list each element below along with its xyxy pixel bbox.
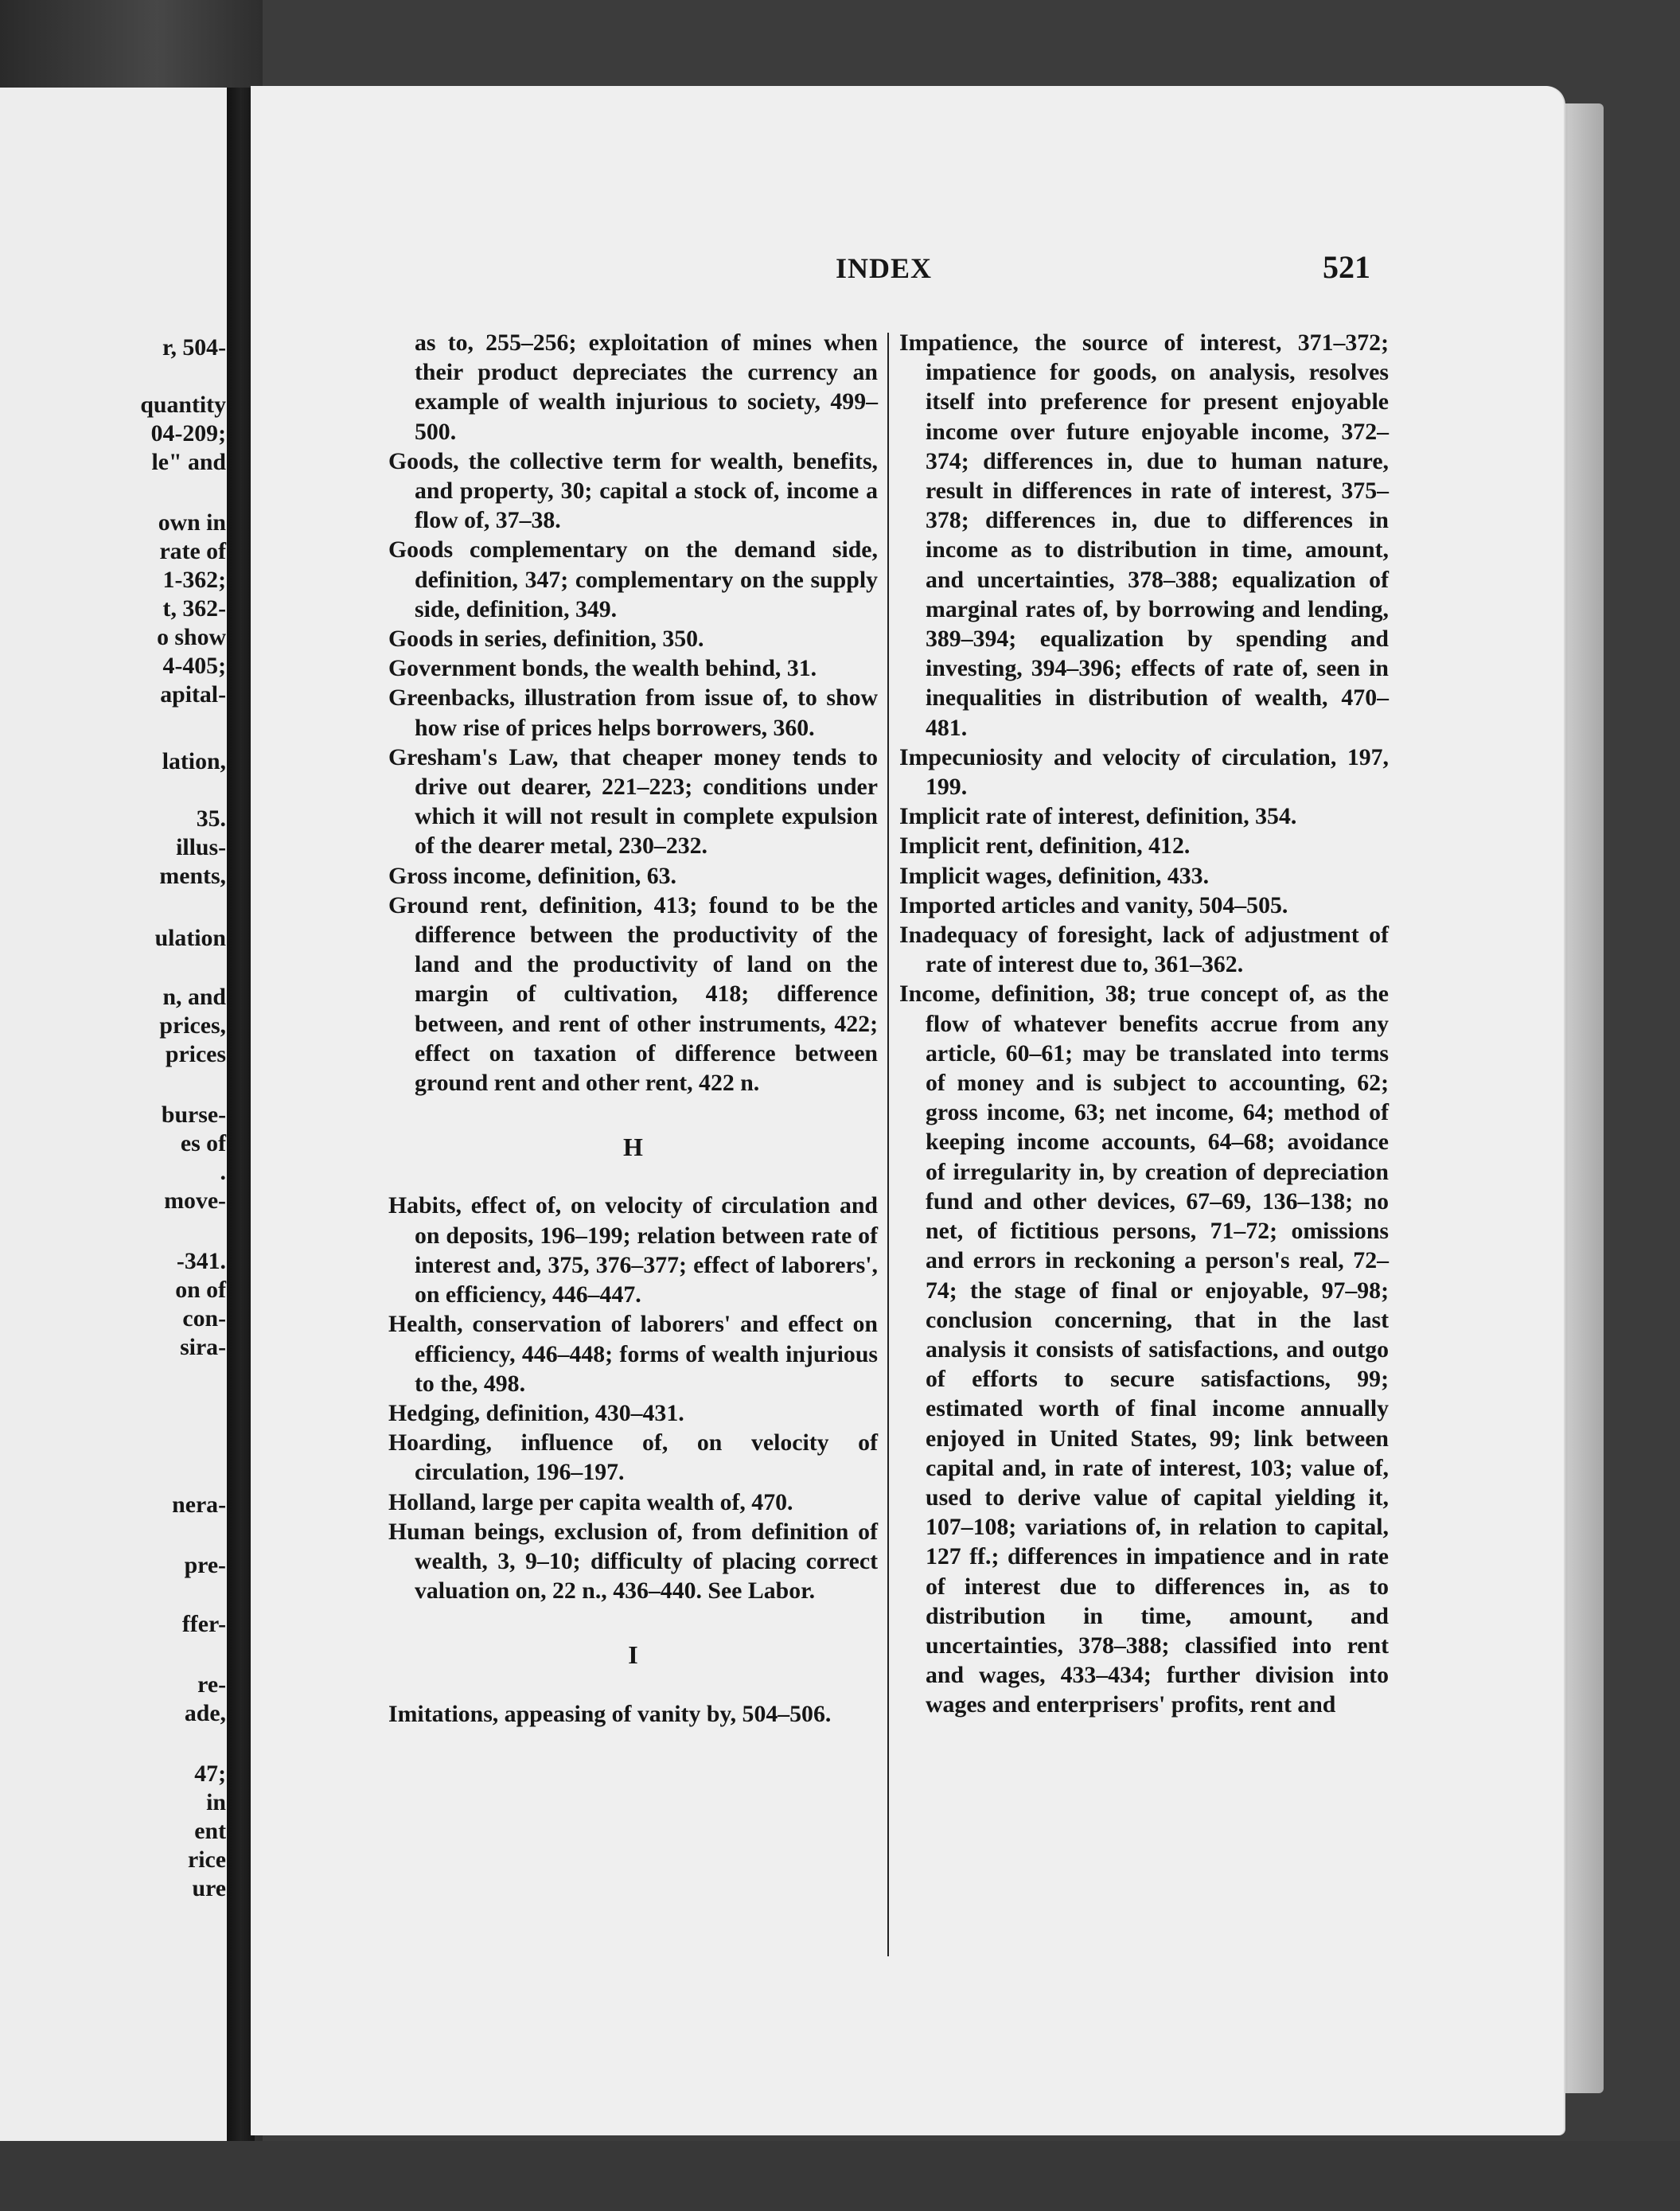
left-page-line-fragment: ments, [159,863,226,889]
left-page-line-fragment: o show [157,624,226,650]
left-page-line-fragment: 47; [194,1761,226,1787]
index-entry: Inadequacy of foresight, lack of adjustment of rate of interest due to, 361–362. [899,922,1389,978]
left-page-line-fragment: -341. [176,1248,226,1274]
left-page-line-fragment: rate of [159,538,226,564]
index-entry: Ground rent, definition, 413; found to be the difference between the productivity of the land and the productivity of land on the margin of cultivation, 418; difference between, and rent of other instruments, 422; effect on taxation of difference between ground rent and other rent, 422 n. [388,891,878,1097]
index-entry: Implicit rent, definition, 412. [899,833,1191,860]
index-entry: Gresham's Law, that cheaper money tends to drive out dearer, 221–223; conditions under which it will not result in complete expulsion of the dearer metal, 230–232. [388,743,878,860]
left-page-line-fragment: illus- [176,834,226,860]
index-entry: Gross income, definition, 63. [388,862,676,889]
left-page-line-fragment: t, 362- [162,595,226,622]
left-page-line-fragment: 35. [196,805,226,832]
left-page-line-fragment: move- [164,1187,226,1214]
left-page-line-fragment: 04-209; [150,420,226,446]
left-page-line-fragment: rice [188,1846,226,1873]
column-divider [887,333,889,1956]
index-column-left [388,328,878,1729]
left-page-line-fragment: . [220,1159,226,1185]
left-page [0,88,231,2141]
index-entry: Imitations, appeasing of vanity by, 504–506. [388,1700,832,1727]
left-page-line-fragment: prices [165,1041,226,1067]
left-page-line-fragment: 1-362; [162,567,226,593]
left-page-line-fragment: sira- [180,1334,226,1360]
index-entry: Holland, large per capita wealth of, 470. [388,1488,793,1515]
page-number: 521 [1323,249,1370,285]
left-page-line-fragment: 4-405; [162,653,226,679]
index-entry: Greenbacks, illustration from issue of, to show how rise of prices helps borrowers, 360. [388,684,878,741]
left-page-line-fragment: apital- [160,681,226,708]
left-page-line-fragment: quantity [140,392,226,418]
section-heading-i: I [628,1640,638,1670]
left-page-line-fragment: ade, [184,1700,226,1726]
index-entry: Income, definition, 38; true concept of, as the flow of whatever benefits accrue from any article, 60–61; may be translated into terms of money and is subject to accounting, 62; gross income, 63; net income, 64; method of keeping income accounts, 64–68; avoidance of irregularity in, by creation of depreciation fund and other devices, 67–69, 136–138; no net, of fictitious persons, 71–72; omissions and errors in reckoning a person's real, 72–74; the stage of final or enjoyable, 97–98; conclusion concerning, that in the last analysis it consists of satisfactions, and outgo of efforts to secure satisfactions, 99; estimated worth of final income annually enjoyed in United States, 99; link between capital and, in rate of interest, 103; value of, used to derive value of capital yielding it, 107–108; variations of, in relation to capital, 127 ff.; differences in impatience and in rate of interest due to differences in, as to distribution in time, amount, and uncertainties, 378–388; classified into rent and wages, 433–434; further division into wages and enterprisers' profits, rent and [899,981,1389,1718]
left-page-line-fragment: ure [192,1875,226,1901]
left-page-line-fragment: ulation [154,925,226,951]
index-entry: Habits, effect of, on velocity of circulation and on deposits, 196–199; relation between rate of interest and, 375, 376–377; effect of laborers', on efficiency, 446–447. [388,1192,878,1308]
left-page-line-fragment: own in [158,509,226,536]
index-entry: Hedging, definition, 430–431. [388,1399,684,1426]
left-page-line-fragment: ent [194,1818,226,1844]
left-page-line-fragment: ffer- [181,1611,226,1637]
index-entry: Goods complementary on the demand side, definition, 347; complementary on the supply side, definition, 349. [388,536,878,622]
index-entry: Implicit rate of interest, definition, 354. [899,803,1297,830]
index-entry: Imported articles and vanity, 504–505. [899,891,1288,918]
left-page-line-fragment: con- [182,1305,226,1332]
left-page-line-fragment: re- [197,1671,226,1698]
left-page-line-fragment: r, 504- [162,334,226,361]
left-page-line-fragment: prices, [159,1012,226,1039]
running-head: INDEX [836,252,933,284]
left-page-line-fragment: on of [175,1277,226,1303]
left-page-line-fragment: le" and [151,449,226,475]
index-entry: Impecuniosity and velocity of circulation, 197, 199. [899,743,1389,801]
index-entry: Goods, the collective term for wealth, benefits, and property, 30; capital a stock of, income a flow of, 37–38. [388,447,878,534]
index-entry: as to, 255–256; exploitation of mines when their product depreciates the currency an example of wealth injurious to society, 499–500. [415,330,878,445]
section-heading-h: H [623,1133,643,1162]
left-page-line-fragment: in [206,1789,226,1815]
index-entry: Government bonds, the wealth behind, 31. [388,655,817,682]
left-page-line-fragment: lation, [162,748,226,774]
left-page-line-fragment: es of [180,1130,226,1156]
left-page-line-fragment: n, and [162,984,226,1010]
bottom-shadow [0,2141,1680,2211]
index-entry: Impatience, the source of interest, 371–372; impatience for goods, on analysis, resolves itself into preference for present enjoyable income over future enjoyable income, 372–374; differences in, due to human nature, result in differences in rate of interest, 375–378; differences in, due to differences in income as to distribution in time, amount, and uncertainties, 378–388; equalization of marginal rates of, by borrowing and lending, 389–394; equalization by spending and investing, 394–396; effects of rate of, seen in inequalities in distribution of wealth, 470–481. [899,330,1389,741]
index-entry: Health, conservation of laborers' and effect on efficiency, 446–448; forms of wealth injurious to the, 498. [388,1311,878,1397]
index-column-right [899,328,1389,1720]
left-page-line-fragment: pre- [184,1552,226,1578]
index-entry: Human beings, exclusion of, from definition of wealth, 3, 9–10; difficulty of placing correct valuation on, 22 n., 436–440. See Labor. [388,1518,878,1605]
index-entry: Implicit wages, definition, 433. [899,862,1210,889]
index-entry: Hoarding, influence of, on velocity of circulation, 196–197. [388,1429,878,1486]
index-entry: Goods in series, definition, 350. [388,626,704,653]
left-page-line-fragment: nera- [172,1492,226,1518]
left-page-line-fragment: burse- [161,1102,226,1128]
